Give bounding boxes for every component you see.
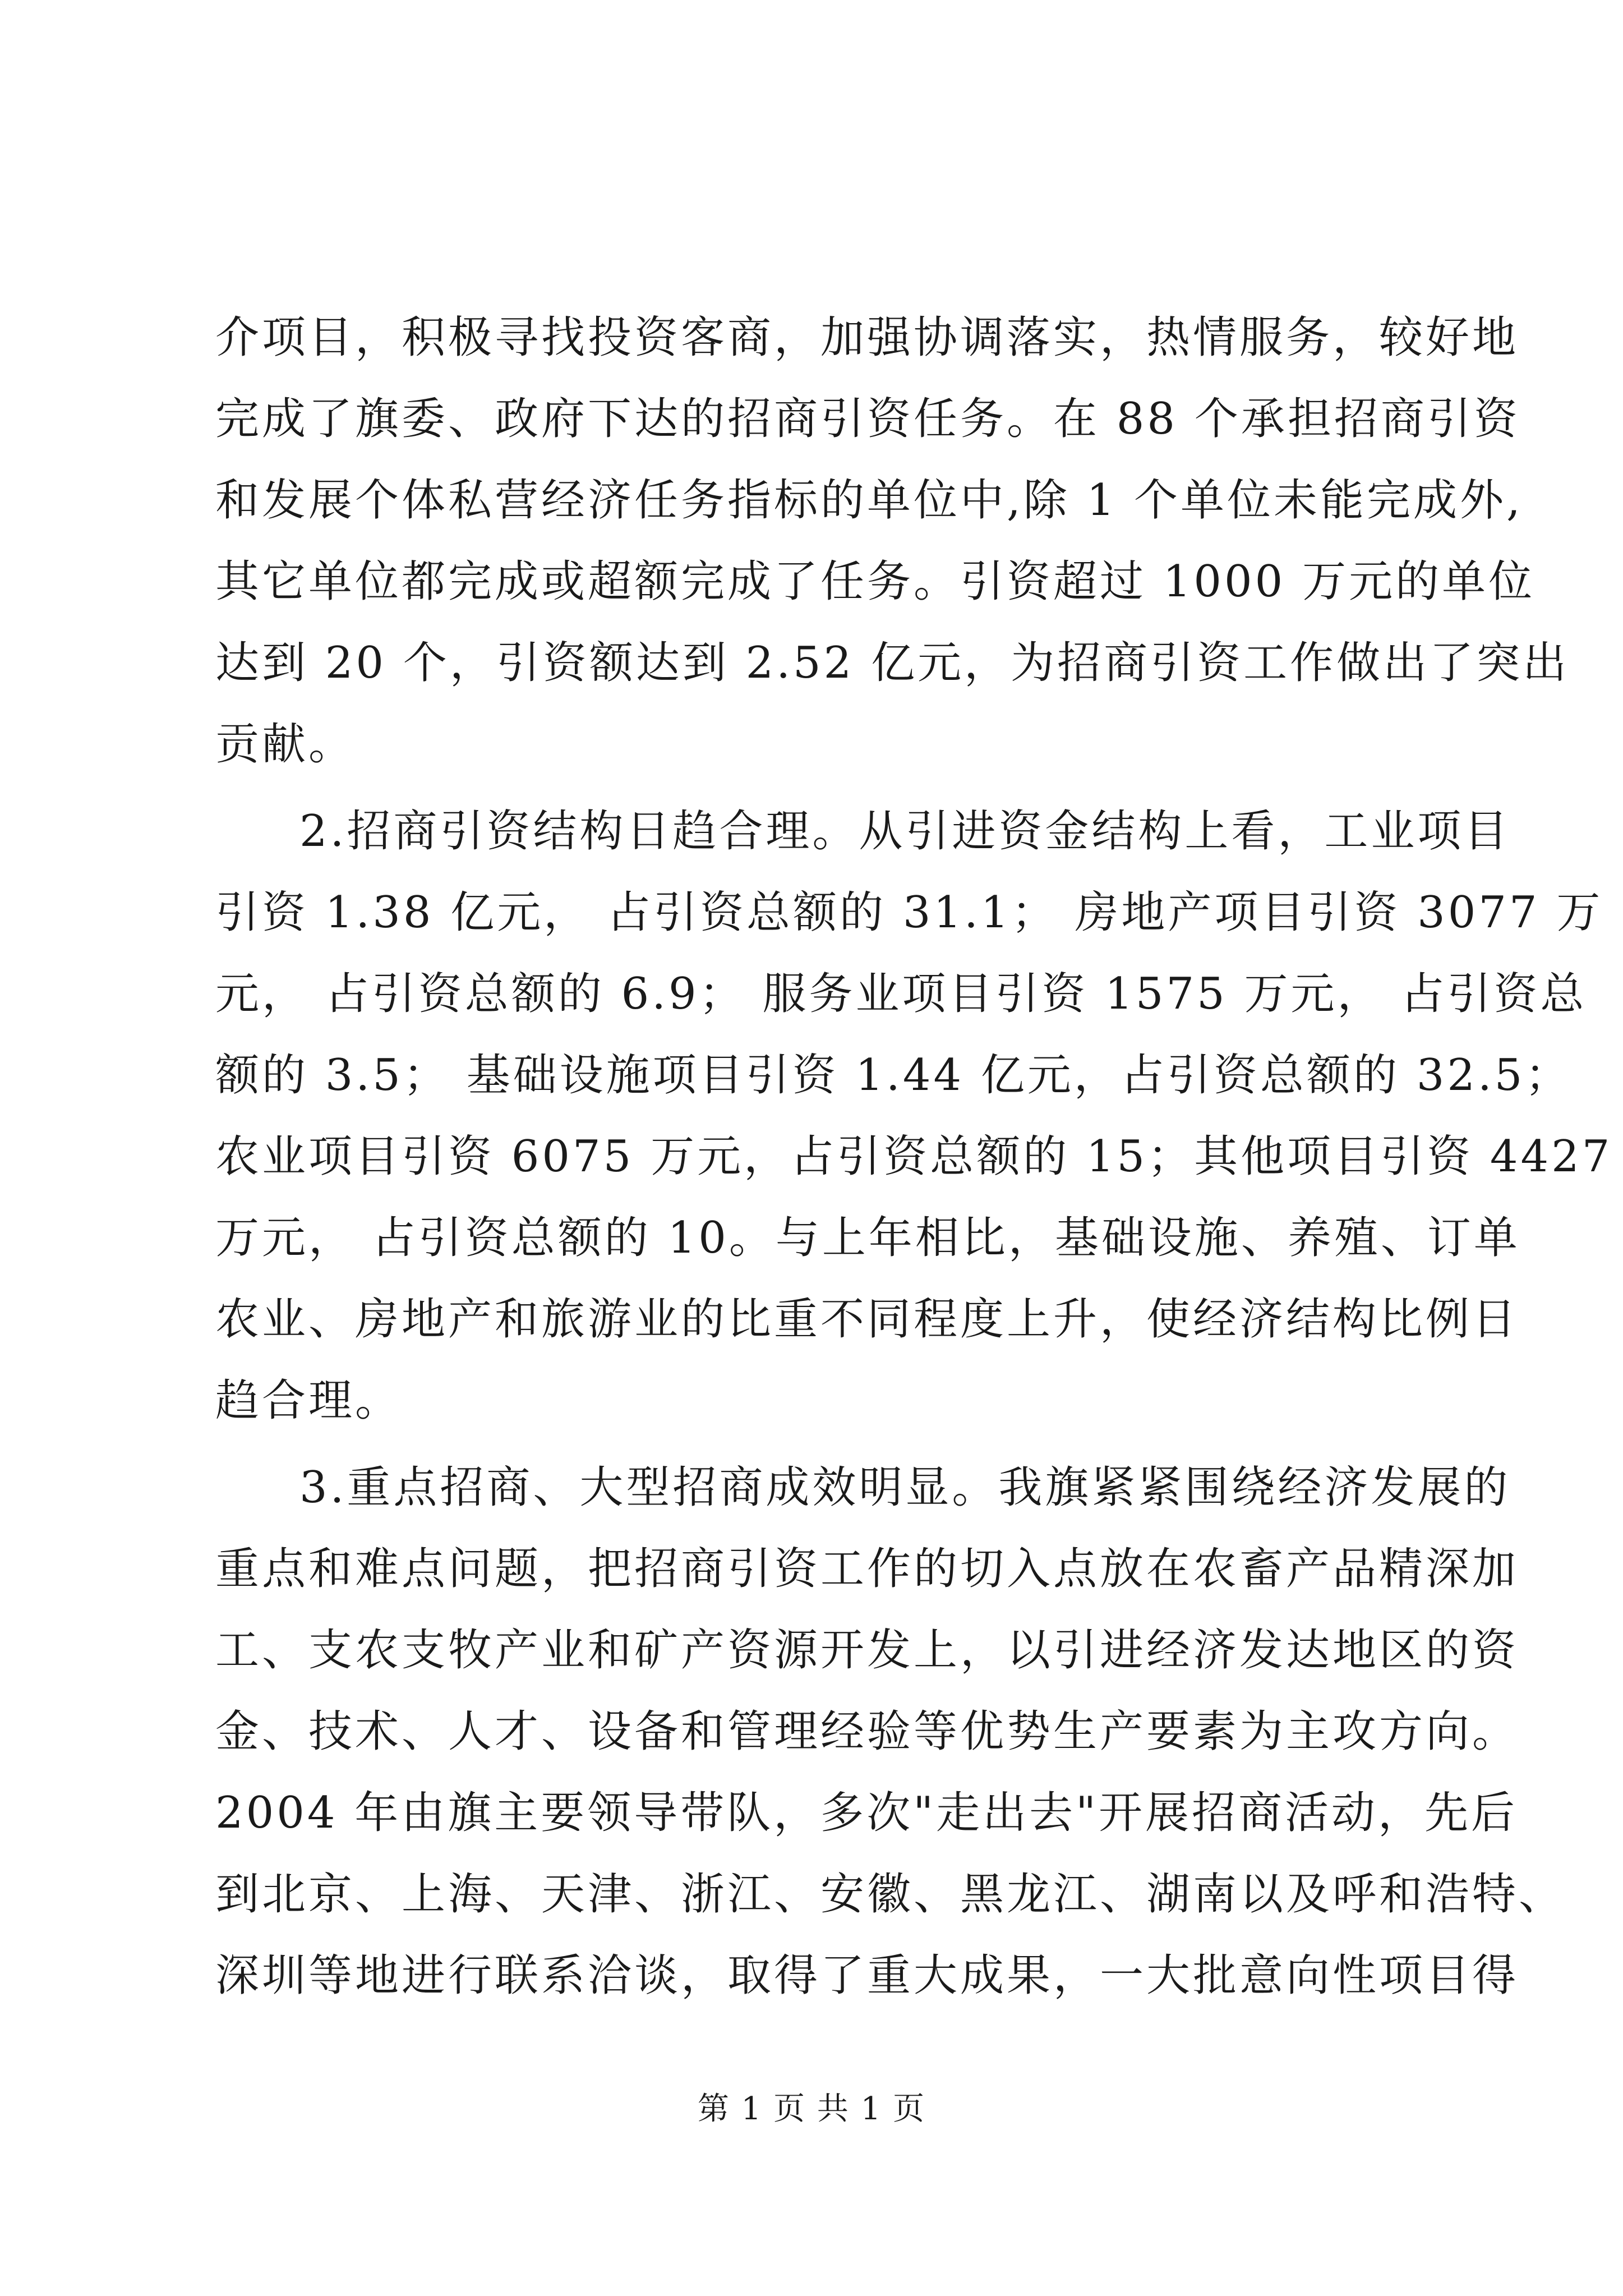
text-line: 趋合理。 [215,1375,402,1426]
text-line: 达到 20 个，引资额达到 2.52 亿元，为招商引资工作做出了突出 [215,638,1570,688]
text-line: 贡献。 [215,719,356,770]
paragraph-3 [215,1447,1566,2017]
text-line: 和发展个体私营经济任务指标的单位中,除 1 个单位未能完成外, [215,475,1523,526]
text-line: 2004 年由旗主要领导带队，多次"走出去"开展招商活动，先后 [215,1788,1518,1838]
paragraph-gap [215,1442,1438,1447]
text-line: 引资 1.38 亿元， 占引资总额的 31.1； 房地产项目引资 3077 万 [215,887,1603,938]
text-line: 3.重点招商、大型招商成效明显。我旗紧紧围绕经济发展的 [299,1462,1511,1513]
text-line: 元， 占引资总额的 6.9； 服务业项目引资 1575 万元， 占引资总 [215,969,1587,1019]
text-line: 2.招商引资结构日趋合理。从引进资金结构上看，工业项目 [299,806,1511,857]
text-line: 额的 3.5； 基础设施项目引资 1.44 亿元，占引资总额的 32.5； [215,1050,1572,1101]
text-line: 深圳等地进行联系洽谈，取得了重大成果，一大批意向性项目得 [215,1950,1519,2001]
text-line: 农业、房地产和旅游业的比重不同程度上升，使经济结构比例日 [215,1294,1519,1345]
text-line: 介项目，积极寻找投资客商，加强协调落实，热情服务，较好地 [215,312,1519,363]
text-line: 重点和难点问题，把招商引资工作的切入点放在农畜产品精深加 [215,1544,1519,1594]
text-line: 农业项目引资 6075 万元，占引资总额的 15；其他项目引资 4427 [215,1131,1613,1182]
body-text [215,297,1613,2017]
text-line: 完成了旗委、政府下达的招商引资任务。在 88 个承担招商引资 [215,394,1520,444]
text-line: 到北京、上海、天津、浙江、安徽、黑龙江、湖南以及呼和浩特、 [215,1869,1566,1920]
text-line: 工、支农支牧产业和矿产资源开发上，以引进经济发达地区的资 [215,1625,1519,1676]
page-footer: 第 1 页 共 1 页 [697,2091,926,2127]
text-line: 其它单位都完成或超额完成了任务。引资超过 1000 万元的单位 [215,556,1536,607]
paragraph-1 [215,297,1570,785]
text-line: 金、技术、人才、设备和管理经验等优势生产要素为主攻方向。 [215,1706,1519,1757]
paragraph-gap [215,785,1438,791]
paragraph-2 [215,791,1613,1442]
text-line: 万元， 占引资总额的 10。与上年相比，基础设施、养殖、订单 [215,1213,1520,1263]
